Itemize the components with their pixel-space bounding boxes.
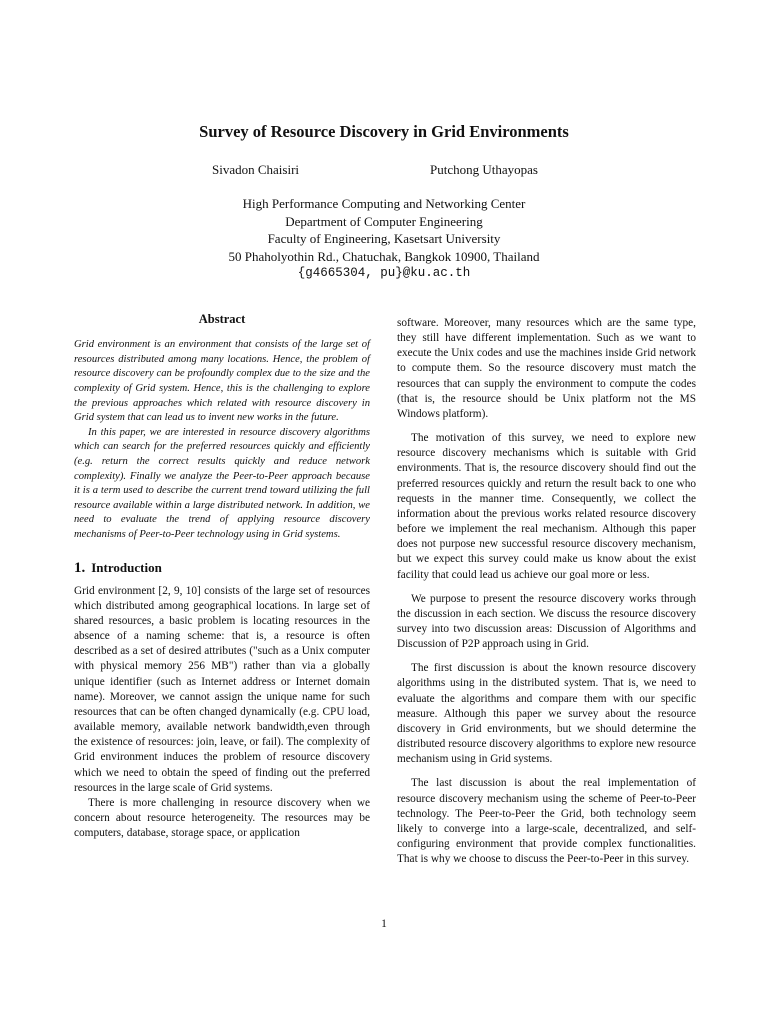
left-column: [74, 312, 370, 841]
section-title: Introduction: [91, 560, 162, 576]
author-2: Putchong Uthayopas: [430, 162, 538, 177]
abstract-section: [74, 312, 370, 542]
affiliation-line: Department of Computer Engineering: [285, 213, 483, 229]
body-paragraph: software. Moreover, many resources which are the same type, they still have different implementation. Such as we want to execute the Unix codes and use the machines inside Grid network to compute them. So the resource discovery must match the resources that can supply the environment to compute the codes (that is, the resource should be Unix platform not the MS Windows platform).: [397, 317, 696, 420]
abstract-paragraph: Grid environment is an environment that consists of the large set of resources distributed among many locations. Hence, the problem of resource discovery can be profoundly complex due to the size and the complexity of Grid system. Hence, this is the challenging to explore the previous approaches which related with resource discovery in Grid system that can lead us to invent new works in the future.: [74, 339, 370, 424]
body-paragraph: Grid environment [2, 9, 10] consists of the large set of resources which distributed among geographical locations. In large set of shared resources, a basic problem is locating resources in the absence of a naming scheme: that is, a resource is often described as a set of desired attributes ("such as a Unix computer with physical memory 256 MB") rather than via a globally unique identifier (such as Internet address or Internet domain name). Moreover, we cannot assign the unique name for such resources that can be often changed dynamically (e.g. CPU load, available memory, available network bandwidth,even through the existence of resources: join, leave, or fail). The complexity of Grid environment induces the problem of resource discovery which we need to obtain the speed of finding out the preferred resources in the large scale of Grid systems.: [74, 584, 370, 794]
author-1: Sivadon Chaisiri: [212, 162, 300, 177]
body-paragraph: The first discussion is about the known resource discovery algorithms using in the distributed system. That is, we need to evaluate the algorithms and compare them with our specific measure. Although this paper we survey about the resource discovery in Grid environments, but we should determine the distributed resource discovery algorithms to explore new resource mechanism using in Grid systems.: [397, 662, 696, 766]
section-number: 1.: [74, 560, 86, 577]
abstract-paragraph: In this paper, we are interested in resource discovery algorithms which can search for the preferred resources quickly and efficiently (e.g. return the correct results quickly and reduce network complexity). Finally we analyze the Peer-to-Peer approach because it is a term used to describe the current trend toward utilizing the full resource available within a large distributed network. In addition, we need to evaluate the trend of applying resource discovery mechanisms of Peer-to-Peer technology using in Grid systems.: [74, 426, 370, 540]
body-paragraph: The last discussion is about the real implementation of resource discovery mechanism using the scheme of Peer-to-Peer technology. The Peer-to-Peer the Grid, both technology seem likely to converge into a large-scale, decentralized, and self-configuring environment that provide complex functionalities. That is why we choose to discuss the Peer-to-Peer in this survey.: [397, 777, 696, 866]
body-paragraph: There is more challenging in resource discovery when we concern about resource heterogeneity. The resources may be computers, database, storage space, or application: [74, 796, 370, 840]
section-heading-introduction: [74, 560, 370, 576]
affiliation-line: Faculty of Engineering, Kasetsart University: [267, 231, 501, 246]
abstract-heading: Abstract: [198, 312, 246, 326]
affiliation-line: 50 Phaholyothin Rd., Chatuchak, Bangkok 10900, Thailand: [228, 248, 540, 264]
body-paragraph: The motivation of this survey, we need to explore new resource discovery mechanisms which is suitable with Grid environments. That is, the resource discovery should find out the preferred resources quickly and return the result back to one who requests in the manner time. Consequently, we collect the information about the previous works related resource discovery before we implement the real mechanism. Although this paper does not purpose new successful resource discovery mechanism, but we expect this survey could make us know about the exist facility that could lead us achieve our goal more or less.: [397, 432, 696, 581]
right-column: [397, 316, 696, 876]
affiliation-block: [0, 195, 768, 283]
affiliation-line: High Performance Computing and Networking Center: [242, 196, 526, 211]
paper-title: Survey of Resource Discovery in Grid Environments: [199, 122, 569, 141]
author-email: {g4665304, pu}@ku.ac.th: [297, 266, 471, 280]
page-number: 1: [381, 918, 387, 930]
body-paragraph: We purpose to present the resource discovery works through the discussion in each section. We discuss the resource discovery survey into two discussion areas: Discussion of Algorithms and Discussion of P2P approach using in Grid.: [397, 592, 696, 651]
